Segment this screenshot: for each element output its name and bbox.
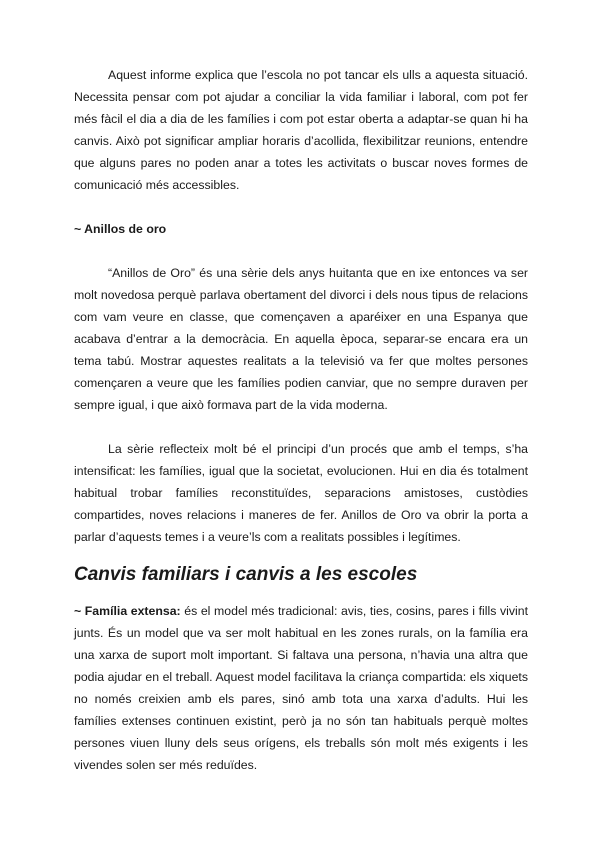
- paragraph-anillos-series: “Anillos de Oro” és una sèrie dels anys huitanta que en ixe entonces va ser molt novedosa perquè parlava obertament del divorci i dels nous tipus de relacions com vam veure en classe, que començaven a aparéixer en una Espanya que acabava d’entrar a la democràcia. En aquella època, separar-se encara era un tema tabú. Mostrar aquestes realitats a la televisió va fer que moltes persones començaren a veure que les famílies podien canviar, que no sempre duraven per sempre igual, i que això formava part de la vida moderna.: [74, 266, 528, 412]
- spacer: [74, 196, 528, 218]
- paragraph-series-reflection: La sèrie reflecteix molt bé el principi d’un procés que amb el temps, s’ha intensificat: les famílies, igual que la societat, evolucionen. Hui en dia és totalment habitual trobar famílies reconstituïdes, separacions amistoses, custòdies compartides, noves relacions i maneres de fer. Anillos de Oro va obrir la porta a parlar d’aquests temes i a veure’ls com a realitats possibles i legítimes.: [74, 442, 528, 544]
- paragraph-school-report: Aquest informe explica que l’escola no pot tancar els ulls a aquesta situació. Necessita pensar com pot ajudar a conciliar la vida familiar i laboral, com pot fer més fàcil el dia a dia de les famílies i com pot estar oberta a adaptar-se quan hi ha canvis. Això pot significar ampliar horaris d’acollida, flexibilitzar reunions, entendre que alguns pares no poden anar a totes les activitats o buscar noves formes de comunicació més accessibles.: [74, 68, 528, 192]
- spacer: [74, 240, 528, 262]
- extended-family-text: és el model més tradicional: avis, ties, cosins, pares i fills vivint junts. És un model que va ser molt habitual en les zones rurals, on la família era una xarxa de suport molt important. Si faltava una persona, n’havia una altra que podia ajudar en el treball. Aquest model facilitava la criança compartida: els xiquets no només creixien amb els pares, sinó amb tota una xarxa d’adults. Hui les famílies extenses continuen existint, però ja no són tan habituals perquè moltes persones viuen lluny dels seus orígens, els treballs són molt més exigents i les vivendes solen ser més reduïdes.: [74, 604, 528, 772]
- spacer: [74, 416, 528, 438]
- section-heading: Canvis familiars i canvis a les escoles: [74, 564, 418, 585]
- subheading-anillos-de-oro: ~ Anillos de oro: [74, 222, 167, 236]
- document-page: [74, 64, 528, 776]
- extended-family-label: ~ Família extensa:: [74, 604, 181, 618]
- paragraph-extended-family: [74, 600, 528, 776]
